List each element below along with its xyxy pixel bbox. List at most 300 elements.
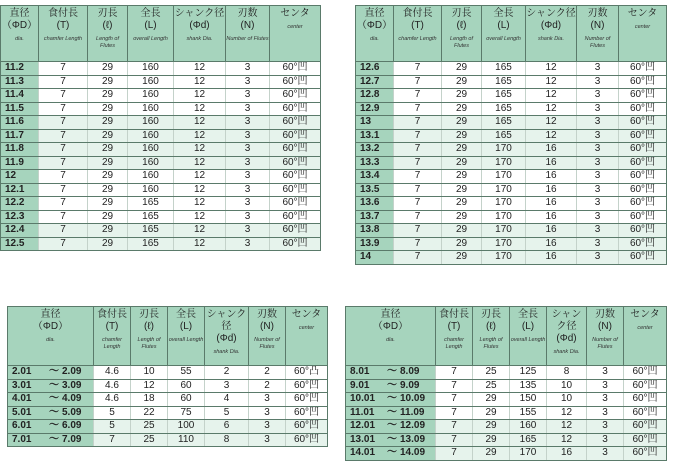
diameter-cell — [8, 420, 94, 434]
overall-length-header-sym: (L) — [497, 20, 510, 31]
flutes-header-en: Number of Flutes — [254, 337, 280, 350]
flutes-cell: 3 — [226, 237, 270, 251]
flutes-header-jp: 刃数 — [595, 309, 615, 320]
table-row — [1, 156, 321, 170]
overall-length-header-jp: 全長 — [518, 309, 538, 320]
diameter-cell — [8, 379, 94, 393]
diameter-cell: 13.9 — [356, 237, 394, 251]
chamfer-cell: 7 — [39, 129, 88, 143]
flute-length-header — [131, 307, 168, 366]
flutes-cell: 3 — [587, 366, 624, 380]
diameter-cell: 13.2 — [356, 143, 394, 157]
center-cell: 60°凹 — [619, 210, 667, 224]
overall-length-cell: 60 — [168, 393, 205, 407]
overall-length-cell: 160 — [128, 116, 174, 130]
diameter-cell: 12.7 — [356, 75, 394, 89]
range-start: 8.01 — [350, 366, 370, 378]
shank-cell: 12 — [174, 224, 226, 238]
table-row — [1, 170, 321, 184]
diameter-header — [1, 6, 39, 62]
flutes-header-sym: (N) — [260, 321, 274, 332]
center-cell: 60°凹 — [619, 143, 667, 157]
overall-length-cell: 170 — [482, 251, 526, 265]
overall-length-header-jp: 全長 — [140, 8, 161, 19]
center-cell: 60°凹 — [619, 170, 667, 184]
center-cell: 60°凹 — [270, 224, 321, 238]
center-cell: 60°凹 — [286, 420, 328, 434]
range-end: 9.09 — [400, 379, 420, 391]
shank-cell: 16 — [526, 143, 577, 157]
header-row — [346, 307, 667, 366]
flute-length-cell: 25 — [131, 420, 168, 434]
diameter-header-en: dia. — [370, 36, 379, 42]
chamfer-header-sym: (T) — [411, 20, 424, 31]
shank-cell: 16 — [547, 447, 587, 461]
flute-length-cell: 29 — [442, 129, 482, 143]
flute-length-header-sym: (ℓ) — [144, 321, 154, 332]
overall-length-cell: 110 — [168, 433, 205, 447]
shank-cell: 12 — [174, 156, 226, 170]
center-cell: 60°凸 — [286, 366, 328, 380]
flute-length-cell: 29 — [88, 197, 128, 211]
shank-cell: 16 — [526, 210, 577, 224]
range-end: 8.09 — [400, 366, 420, 378]
shank-cell: 12 — [174, 75, 226, 89]
flutes-cell: 3 — [577, 224, 619, 238]
table-row — [356, 89, 667, 103]
center-cell: 60°凹 — [270, 237, 321, 251]
shank-cell: 12 — [174, 237, 226, 251]
overall-length-cell: 170 — [510, 447, 547, 461]
center-cell: 60°凹 — [619, 237, 667, 251]
overall-length-header-sym: (L) — [144, 20, 157, 31]
diameter-cell: 13.4 — [356, 170, 394, 184]
range-separator: ～ — [387, 433, 397, 445]
center-header — [270, 6, 321, 62]
diameter-header-jp: 直径 — [9, 8, 30, 19]
center-cell: 60°凹 — [619, 75, 667, 89]
flutes-header-en: Number of Flutes — [592, 337, 618, 350]
overall-length-header — [128, 6, 174, 62]
shank-cell: 12 — [174, 102, 226, 116]
overall-length-cell: 160 — [128, 102, 174, 116]
chamfer-cell: 7 — [436, 366, 473, 380]
shank-cell: 16 — [526, 197, 577, 211]
shank-cell: 12 — [174, 116, 226, 130]
flute-length-header — [442, 6, 482, 62]
flute-length-header-sym: (ℓ) — [486, 321, 496, 332]
flutes-cell: 3 — [226, 102, 270, 116]
table-row — [356, 62, 667, 76]
shank-header-en: shank Dia. — [213, 349, 240, 355]
diameter-cell: 11.9 — [1, 156, 39, 170]
flutes-header-jp: 刃数 — [237, 8, 258, 19]
diameter-cell — [8, 393, 94, 407]
spec-table-3 — [7, 306, 328, 447]
range-start: 6.01 — [12, 420, 32, 432]
center-cell: 60°凹 — [270, 62, 321, 76]
chamfer-cell: 7 — [394, 183, 442, 197]
center-cell: 60°凹 — [624, 406, 667, 420]
center-header-en: center — [298, 325, 315, 331]
diameter-cell — [346, 447, 436, 461]
overall-length-cell: 165 — [482, 102, 526, 116]
range-start: 10.01 — [350, 393, 376, 405]
flutes-cell: 3 — [587, 393, 624, 407]
table-row — [356, 156, 667, 170]
flute-length-header-sym: (ℓ) — [456, 20, 467, 31]
range-separator: ～ — [49, 433, 59, 445]
center-cell: 60°凹 — [270, 129, 321, 143]
table-row — [356, 224, 667, 238]
spec-table-2 — [355, 5, 667, 265]
flutes-cell: 3 — [226, 129, 270, 143]
flute-length-cell: 29 — [88, 170, 128, 184]
overall-length-header — [482, 6, 526, 62]
shank-header-sym: (Φd) — [189, 20, 210, 31]
diameter-header-jp: 直径 — [380, 309, 401, 320]
center-header-jp: センタ — [280, 8, 310, 19]
shank-cell: 12 — [526, 116, 577, 130]
overall-length-cell: 150 — [510, 393, 547, 407]
chamfer-cell: 7 — [39, 237, 88, 251]
center-cell: 60°凹 — [624, 366, 667, 380]
center-cell: 60°凹 — [270, 210, 321, 224]
diameter-cell: 11.8 — [1, 143, 39, 157]
center-cell: 60°凹 — [624, 393, 667, 407]
flute-length-cell: 29 — [442, 89, 482, 103]
center-header-en: center — [637, 325, 653, 331]
diameter-cell — [346, 366, 436, 380]
shank-header-sym: (Φd) — [216, 333, 237, 344]
overall-length-cell: 165 — [482, 129, 526, 143]
table-row — [1, 224, 321, 238]
chamfer-header-sym: (T) — [447, 321, 461, 332]
overall-length-cell: 160 — [128, 143, 174, 157]
flute-length-header-en: Length of Flutes — [96, 36, 119, 49]
flutes-cell: 3 — [577, 183, 619, 197]
flute-length-cell: 29 — [88, 237, 128, 251]
chamfer-header — [436, 307, 473, 366]
shank-header — [174, 6, 226, 62]
chamfer-cell: 7 — [394, 62, 442, 76]
center-header — [624, 307, 667, 366]
flutes-header — [249, 307, 286, 366]
table-row — [356, 143, 667, 157]
diameter-header-sym: （ΦD） — [1, 20, 38, 31]
flute-length-cell: 29 — [473, 406, 510, 420]
diameter-cell: 11.7 — [1, 129, 39, 143]
chamfer-cell: 7 — [394, 129, 442, 143]
chamfer-cell: 7 — [394, 237, 442, 251]
shank-cell: 12 — [526, 62, 577, 76]
shank-cell: 16 — [526, 183, 577, 197]
spec-table-4 — [345, 306, 667, 461]
center-cell: 60°凹 — [619, 251, 667, 265]
diameter-header-sym: （ΦD） — [356, 20, 393, 31]
flute-length-cell: 29 — [442, 210, 482, 224]
chamfer-header-jp: 食付長 — [97, 309, 127, 320]
table-row — [1, 89, 321, 103]
range-end: 14.09 — [400, 447, 426, 459]
diameter-cell: 12 — [1, 170, 39, 184]
range-separator: ～ — [387, 406, 397, 418]
table-row — [356, 102, 667, 116]
diameter-cell: 12.2 — [1, 197, 39, 211]
flutes-cell: 3 — [226, 116, 270, 130]
center-cell: 60°凹 — [270, 116, 321, 130]
range-start: 5.01 — [12, 406, 32, 418]
chamfer-cell: 7 — [436, 420, 473, 434]
overall-length-header-en: overall Length — [510, 337, 546, 343]
flute-length-cell: 10 — [131, 366, 168, 380]
chamfer-header-sym: (T) — [56, 20, 70, 31]
overall-length-cell: 160 — [128, 156, 174, 170]
overall-length-cell: 170 — [482, 197, 526, 211]
range-start: 2.01 — [12, 366, 32, 378]
overall-length-cell: 165 — [510, 433, 547, 447]
flute-length-cell: 29 — [88, 183, 128, 197]
overall-length-cell: 155 — [510, 406, 547, 420]
flutes-cell: 2 — [249, 366, 286, 380]
range-end: 6.09 — [62, 420, 82, 432]
shank-cell: 12 — [526, 102, 577, 116]
header-row — [1, 6, 321, 62]
flute-length-cell: 29 — [442, 197, 482, 211]
diameter-cell — [346, 379, 436, 393]
center-header-jp: センタ — [291, 309, 322, 320]
flute-length-cell: 12 — [131, 379, 168, 393]
header-row — [8, 307, 328, 366]
table-row — [356, 170, 667, 184]
shank-cell: 12 — [526, 75, 577, 89]
flute-length-cell: 29 — [473, 447, 510, 461]
diameter-header-en: dia. — [46, 337, 55, 343]
diameter-header — [8, 307, 94, 366]
flute-length-cell: 29 — [442, 102, 482, 116]
diameter-cell: 13.1 — [356, 129, 394, 143]
flutes-header-sym: (N) — [598, 321, 612, 332]
chamfer-cell: 7 — [394, 224, 442, 238]
table-body — [356, 62, 667, 265]
range-end: 12.09 — [400, 420, 426, 432]
flutes-cell: 3 — [249, 393, 286, 407]
flutes-cell: 3 — [226, 170, 270, 184]
table-row — [1, 75, 321, 89]
flute-length-header-jp: 刃長 — [481, 309, 501, 320]
table-row — [1, 116, 321, 130]
center-cell: 60°凹 — [619, 89, 667, 103]
flutes-cell: 3 — [226, 197, 270, 211]
flute-length-cell: 29 — [88, 143, 128, 157]
flute-length-cell: 29 — [88, 210, 128, 224]
table-row — [8, 366, 328, 380]
overall-length-cell: 160 — [128, 170, 174, 184]
range-end: 11.09 — [400, 406, 425, 418]
chamfer-cell: 7 — [39, 170, 88, 184]
flute-length-cell: 29 — [442, 75, 482, 89]
center-cell: 60°凹 — [270, 170, 321, 184]
table-row — [1, 183, 321, 197]
flutes-cell: 3 — [577, 102, 619, 116]
shank-header-en: shank Dia. — [553, 349, 580, 355]
range-end: 4.09 — [62, 393, 82, 405]
overall-length-cell: 165 — [482, 116, 526, 130]
center-cell: 60°凹 — [619, 224, 667, 238]
table-row — [8, 406, 328, 420]
table-row — [356, 116, 667, 130]
overall-length-header-sym: (L) — [179, 321, 193, 332]
chamfer-cell: 7 — [394, 251, 442, 265]
table-row — [346, 366, 667, 380]
shank-cell: 6 — [205, 420, 249, 434]
chamfer-cell: 7 — [436, 447, 473, 461]
overall-length-cell: 160 — [128, 62, 174, 76]
center-cell: 60°凹 — [619, 116, 667, 130]
range-start: 13.01 — [350, 433, 376, 445]
diameter-cell — [346, 406, 436, 420]
diameter-cell: 13.5 — [356, 183, 394, 197]
flutes-cell: 3 — [249, 420, 286, 434]
flute-length-cell: 29 — [473, 393, 510, 407]
chamfer-cell: 7 — [39, 224, 88, 238]
flutes-cell: 3 — [226, 156, 270, 170]
flute-length-cell: 25 — [473, 366, 510, 380]
flutes-cell: 3 — [226, 210, 270, 224]
chamfer-cell: 5 — [94, 406, 131, 420]
diameter-cell: 12.6 — [356, 62, 394, 76]
center-cell: 60°凹 — [270, 143, 321, 157]
chamfer-cell: 7 — [394, 75, 442, 89]
chamfer-cell: 7 — [39, 62, 88, 76]
diameter-cell: 14 — [356, 251, 394, 265]
flutes-header — [577, 6, 619, 62]
shank-header-jp: シャンク径 — [206, 309, 247, 332]
overall-length-cell: 165 — [128, 197, 174, 211]
chamfer-header-en: chamfer Length — [444, 337, 464, 350]
range-end: 3.09 — [62, 379, 82, 391]
table-row — [356, 197, 667, 211]
flutes-header-en: Number of Flutes — [584, 36, 611, 49]
diameter-cell: 13 — [356, 116, 394, 130]
shank-header — [526, 6, 577, 62]
overall-length-cell: 165 — [128, 210, 174, 224]
flute-length-cell: 29 — [442, 237, 482, 251]
flutes-header-jp: 刃数 — [257, 309, 277, 320]
range-end: 2.09 — [62, 366, 82, 378]
flute-length-cell: 29 — [442, 156, 482, 170]
center-cell: 60°凹 — [624, 420, 667, 434]
chamfer-cell: 7 — [394, 170, 442, 184]
flutes-header-sym: (N) — [240, 20, 255, 31]
chamfer-cell: 7 — [39, 75, 88, 89]
shank-cell: 16 — [526, 251, 577, 265]
chamfer-cell: 7 — [394, 143, 442, 157]
diameter-cell: 12.3 — [1, 210, 39, 224]
shank-cell: 8 — [205, 433, 249, 447]
shank-header — [205, 307, 249, 366]
flute-length-cell: 29 — [442, 224, 482, 238]
overall-length-header-en: overall Length — [168, 337, 204, 343]
center-cell: 60°凹 — [624, 433, 667, 447]
range-start: 3.01 — [12, 379, 32, 391]
diameter-header-sym: （ΦD） — [372, 321, 409, 332]
flute-length-cell: 25 — [131, 433, 168, 447]
range-separator: ～ — [49, 366, 59, 378]
shank-cell: 12 — [174, 143, 226, 157]
chamfer-cell: 7 — [39, 183, 88, 197]
flute-length-cell: 29 — [442, 143, 482, 157]
chamfer-header-sym: (T) — [105, 321, 119, 332]
chamfer-cell: 7 — [39, 197, 88, 211]
flute-length-cell: 25 — [473, 379, 510, 393]
shank-header — [547, 307, 587, 366]
shank-cell: 12 — [547, 420, 587, 434]
flutes-cell: 3 — [226, 183, 270, 197]
shank-header-sym: (Φd) — [556, 333, 577, 344]
flute-length-header — [473, 307, 510, 366]
overall-length-cell: 170 — [482, 170, 526, 184]
overall-length-header-jp: 全長 — [493, 8, 514, 19]
flute-length-cell: 29 — [88, 156, 128, 170]
flutes-cell: 3 — [226, 143, 270, 157]
range-start: 7.01 — [12, 433, 32, 445]
chamfer-cell: 7 — [39, 89, 88, 103]
flutes-header-sym: (N) — [590, 20, 605, 31]
chamfer-header — [39, 6, 88, 62]
table-row — [356, 251, 667, 265]
chamfer-header-en: chamfer Length — [43, 36, 83, 42]
diameter-header-en: dia. — [15, 36, 24, 42]
header-row — [356, 6, 667, 62]
flute-length-header-en: Length of Flutes — [137, 337, 161, 350]
diameter-cell: 13.3 — [356, 156, 394, 170]
center-header-en: center — [634, 24, 651, 30]
chamfer-cell: 7 — [436, 379, 473, 393]
flutes-cell: 3 — [587, 447, 624, 461]
range-separator: ～ — [49, 420, 59, 432]
flutes-cell: 3 — [587, 420, 624, 434]
flutes-cell: 3 — [577, 170, 619, 184]
flutes-cell: 3 — [577, 89, 619, 103]
flutes-header-jp: 刃数 — [587, 8, 608, 19]
shank-cell: 12 — [547, 406, 587, 420]
center-header-jp: センタ — [630, 309, 660, 320]
shank-cell: 5 — [205, 406, 249, 420]
flutes-cell: 3 — [577, 116, 619, 130]
overall-length-cell: 170 — [482, 210, 526, 224]
table-row — [356, 129, 667, 143]
flute-length-header-sym: (ℓ) — [102, 20, 113, 31]
flutes-cell: 3 — [226, 224, 270, 238]
shank-cell: 12 — [174, 129, 226, 143]
chamfer-header-jp: 食付長 — [48, 8, 78, 19]
shank-cell: 12 — [174, 183, 226, 197]
chamfer-cell: 7 — [39, 143, 88, 157]
range-end: 10.09 — [400, 393, 426, 405]
center-cell: 60°凹 — [619, 102, 667, 116]
diameter-cell: 11.4 — [1, 89, 39, 103]
range-separator: ～ — [49, 406, 59, 418]
flutes-header — [226, 6, 270, 62]
overall-length-cell: 165 — [482, 75, 526, 89]
chamfer-cell: 7 — [394, 197, 442, 211]
overall-length-cell: 100 — [168, 420, 205, 434]
shank-cell: 10 — [547, 379, 587, 393]
chamfer-cell: 4.6 — [94, 379, 131, 393]
flute-length-header-jp: 刃長 — [97, 8, 118, 19]
diameter-header-en: dia. — [386, 337, 395, 343]
